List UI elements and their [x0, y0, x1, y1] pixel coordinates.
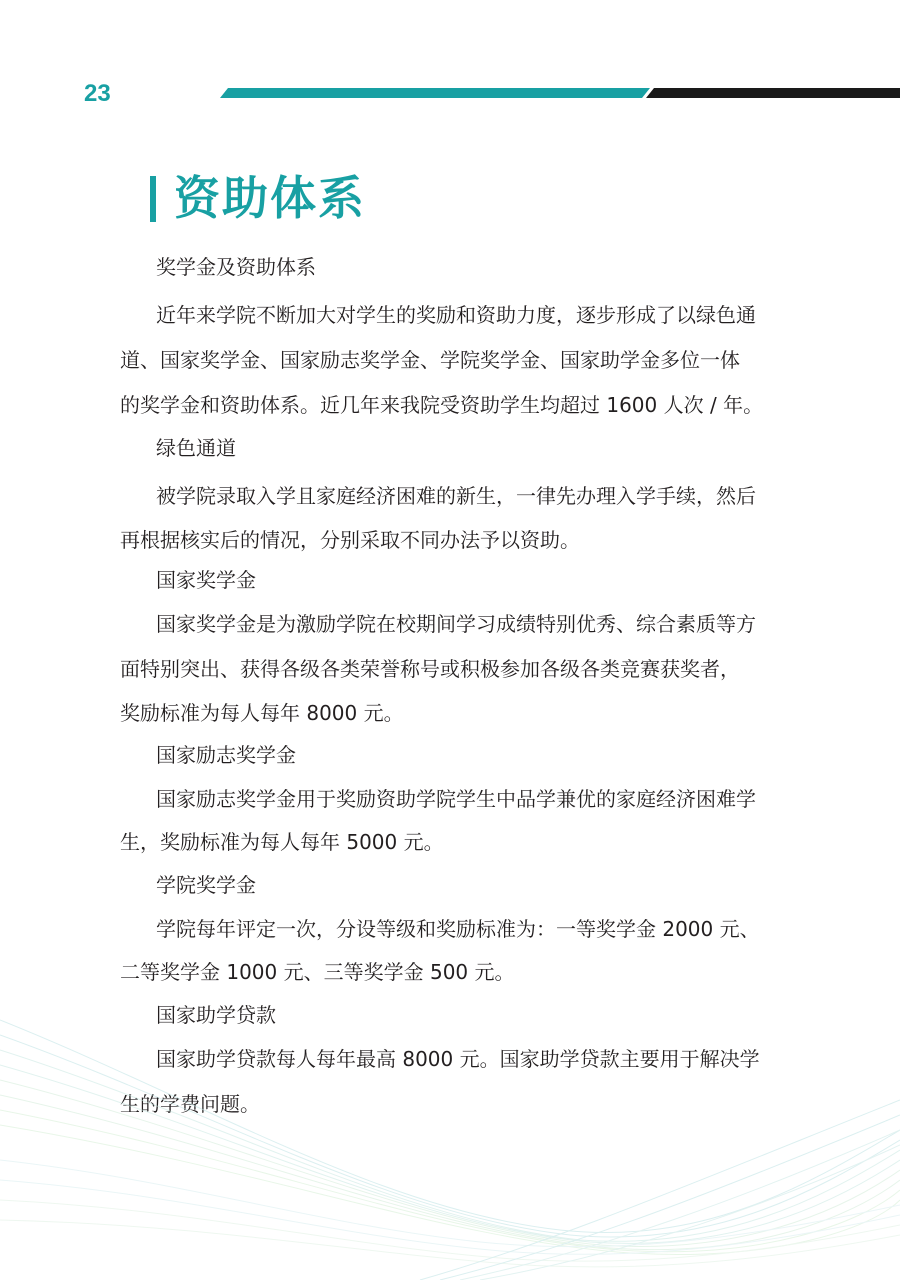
- section-heading-national-inspirational: 国家励志奖学金: [156, 743, 296, 767]
- section-heading-national-scholarship: 国家奖学金: [156, 568, 256, 592]
- paragraph-line: 学院每年评定一次，分设等级和奖励标准为：一等奖学金 2000 元、: [156, 917, 760, 941]
- paragraph-line: 奖励标准为每人每年 8000 元。: [120, 701, 404, 725]
- title-accent-bar: [150, 176, 156, 222]
- header-bar-black: [646, 88, 900, 98]
- paragraph-line: 的奖学金和资助体系。近几年来我院受资助学生均超过 1600 人次 / 年。: [120, 393, 764, 417]
- page-title: 资助体系: [174, 171, 366, 225]
- paragraph-line: 生，奖励标准为每人每年 5000 元。: [120, 830, 444, 854]
- section-heading-college-scholarship: 学院奖学金: [156, 873, 256, 897]
- paragraph-line: 二等奖学金 1000 元、三等奖学金 500 元。: [120, 960, 515, 984]
- paragraph-line: 国家励志奖学金用于奖励资助学院学生中品学兼优的家庭经济困难学: [156, 787, 756, 811]
- header-bar: [0, 84, 900, 102]
- paragraph-line: 近年来学院不断加大对学生的奖励和资助力度，逐步形成了以绿色通: [156, 303, 756, 327]
- header-bar-teal: [220, 88, 650, 98]
- paragraph-line: 道、国家奖学金、国家励志奖学金、学院奖学金、国家助学金多位一体: [120, 348, 740, 372]
- paragraph-line: 国家奖学金是为激励学院在校期间学习成绩特别优秀、综合素质等方: [156, 612, 756, 636]
- page-number: 23: [84, 80, 111, 107]
- paragraph-line: 面特别突出、获得各级各类荣誉称号或积极参加各级各类竞赛获奖者，: [120, 657, 740, 681]
- paragraph-line: 被学院录取入学且家庭经济困难的新生，一律先办理入学手续，然后: [156, 484, 756, 508]
- section-heading-student-loan: 国家助学贷款: [156, 1003, 276, 1027]
- section-heading-green-channel: 绿色通道: [156, 436, 236, 460]
- section-heading-intro: 奖学金及资助体系: [156, 255, 316, 279]
- paragraph-line: 再根据核实后的情况，分别采取不同办法予以资助。: [120, 528, 580, 552]
- paragraph-line: 生的学费问题。: [120, 1092, 260, 1116]
- paragraph-line: 国家助学贷款每人每年最高 8000 元。国家助学贷款主要用于解决学: [156, 1047, 760, 1071]
- decorative-wave-background: [0, 980, 900, 1280]
